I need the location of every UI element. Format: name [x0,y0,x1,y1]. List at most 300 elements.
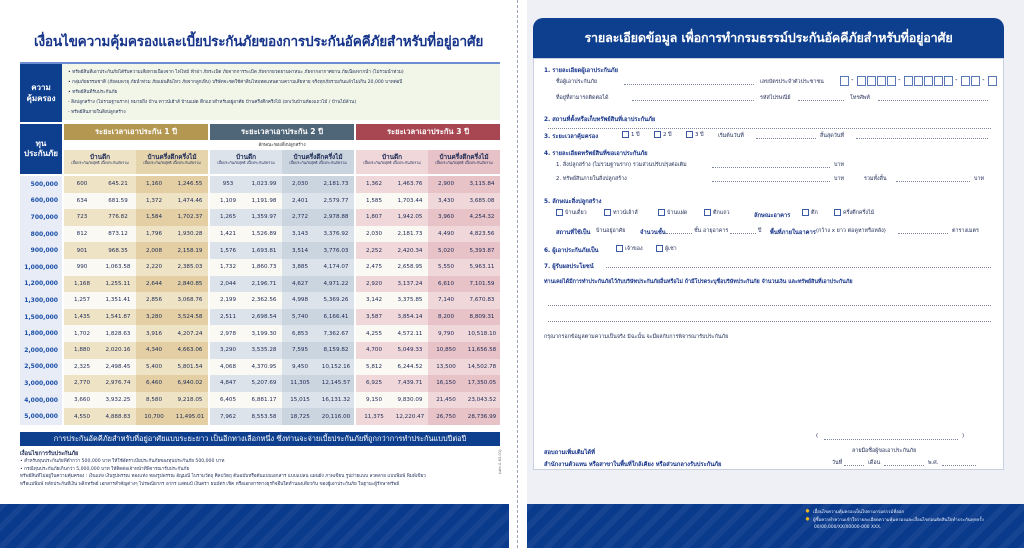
total-premium-cell: 1,942.05 [392,209,428,226]
floor-area-field[interactable] [898,233,948,234]
long-term-banner: การประกันอัคคีภัยสำหรับที่อยู่อาศัยแบบระยะยาว เป็นอีกทางเลือกหนึ่ง ซึ่งท่านจะจ่ายเบี้ยประกันภัยที่ถูกกว่าการทำประกันแบบปีต่อปี [20,432,500,446]
net-premium-cell: 4,255 [356,325,392,342]
net-premium-cell: 2,030 [356,226,392,243]
conditions-section [20,450,502,488]
insured-owner[interactable] [616,245,643,253]
section-3-title: 3. ระยะเวลาคุ้มครอง [544,134,599,140]
net-premium-cell: 10,700 [136,408,172,425]
house-type-detached[interactable] [556,209,587,217]
net-premium-cell: 2,044 [210,276,246,293]
star-icon: ✸ [805,516,811,523]
checkbox[interactable] [802,209,809,216]
total-premium-cell: 9,830.09 [392,392,428,409]
building-type-label: บ้านครึ่งตึกครึ่งไม้ [147,153,197,161]
total-premium-cell: 2,196.71 [246,276,282,293]
premium-subheader [356,161,428,166]
id-digit-box[interactable] [988,76,997,86]
period-option-2[interactable] [654,131,672,139]
total-premium-cell: 2,976.74 [100,375,136,392]
net-premium-cell: 6,405 [210,392,246,409]
sum-insured-cell: 2,000,000 [20,342,62,359]
net-premium-cell: 4,068 [210,359,246,376]
total-premium-cell: 3,776.03 [318,242,354,259]
year-field[interactable] [942,465,976,466]
net-premium-cell: 5,740 [282,309,318,326]
condition-line: • สำหรับทุนประกันภัยที่ต่ำกว่า 500,000 บาท ให้ใช้อัตราเบี้ยประกันภัยของทุนประกันภัย 500,000 บาท [20,459,225,464]
total-premium-cell: 1,526.89 [246,226,282,243]
id-digit-box[interactable] [924,76,933,86]
beneficiary-field[interactable] [606,267,991,268]
net-premium-cell: 8,200 [428,309,464,326]
total-premium-cell: 3,115.84 [464,176,500,193]
net-premium-cell: 3,660 [64,392,100,409]
net-premium-label: เบี้ยประกันภัยสุทธิ [289,161,318,165]
total-premium-cell: 14,502.78 [464,359,500,376]
total-premium-cell: 3,068.76 [172,292,208,309]
phone-label: โทรศัพท์ [850,95,870,101]
structure-brick[interactable] [802,209,818,217]
net-premium-cell: 5,020 [428,242,464,259]
total-premium-cell: 12,145.57 [318,375,354,392]
signature-name-field[interactable] [824,439,958,440]
table-row [20,309,500,326]
net-premium-cell: 1,109 [210,193,246,210]
sum-insured-cell: 1,000,000 [20,259,62,276]
net-premium-cell: 3,143 [282,226,318,243]
checkbox[interactable] [654,131,661,138]
building-type-label: บ้านตึก [235,153,257,161]
total-premium-label: เบี้ยประกันภัยรวม [318,161,347,165]
total-premium-cell: 1,860.73 [246,259,282,276]
total-premium-cell: 3,854.14 [392,309,428,326]
net-premium-cell: 1,265 [210,209,246,226]
coverage-label-line1: ความ [31,83,51,92]
checkbox[interactable] [622,131,629,138]
table-row [20,242,500,259]
net-premium-cell: 6,853 [282,325,318,342]
structure-half-wood[interactable] [834,209,874,217]
net-premium-cell: 1,160 [136,176,172,193]
net-premium-cell: 2,772 [282,209,318,226]
net-premium-cell: 4,627 [282,276,318,293]
baht-unit: บาท [834,176,845,182]
net-premium-label: เบี้ยประกันภัยสุทธิ [435,161,464,165]
coverage-line: • ทรัพย์สินที่เอาประกันภัยได้รับความเสียหายเนื่องจาก ไฟไหม้ ฟ้าผ่า ภัยระเบิด ภัยจากการระเบิด ภัยจากยวดยานพาหนะ ภัยจากอากาศยาน ภัยเนื่องจากน้ำ (ไม่รวมน้ำท่วม) [68,70,404,75]
table-row [20,193,500,210]
table-row [20,292,500,309]
postcode-label: รหัสไปรษณีย์ [760,95,791,101]
net-premium-cell: 3,960 [428,209,464,226]
document-code: (ฝศก.0-63-01) [498,449,502,474]
total-premium-cell: 1,703.44 [392,193,428,210]
net-premium-cell: 2,008 [136,242,172,259]
table-row [20,375,500,392]
net-premium-label: เบี้ยประกันภัยสุทธิ [71,161,100,165]
section-5-title: 5. ลักษณะสิ่งปลูกสร้าง [544,199,602,205]
id-digit-box[interactable] [857,76,866,86]
net-premium-cell: 1,168 [64,276,100,293]
total-premium-cell: 968.35 [100,242,136,259]
period-option-label: 2 ปี [663,132,672,138]
checkbox[interactable] [704,209,711,216]
year-unit: ปี [758,228,762,234]
total-premium-cell: 6,244.52 [392,359,428,376]
total-premium-cell: 5,801.54 [172,359,208,376]
house-type-label: บ้านเดี่ยว [565,210,587,216]
net-premium-cell: 1,435 [64,309,100,326]
bottom-band-left [0,504,509,548]
building-age-label: ชั้น อายุอาคาร [694,228,729,234]
net-premium-cell: 9,150 [356,392,392,409]
net-premium-cell: 3,290 [210,342,246,359]
section-4-title: 4. รายละเอียดทรัพย์สินที่ขอเอาประกันภัย [544,151,648,157]
declaration-text: กรุณากรอกข้อมูลตามความเป็นจริง มิฉะนั้น จะมีผลกับการพิจารณารับประกันภัย [544,334,729,340]
net-premium-cell: 8,580 [136,392,172,409]
start-date-field[interactable] [756,138,816,139]
id-separator: - [982,76,985,84]
net-premium-cell: 2,856 [136,292,172,309]
net-premium-cell: 1,362 [356,176,392,193]
net-premium-cell: 2,252 [356,242,392,259]
table-row [20,408,500,425]
id-digit-box[interactable] [840,76,849,86]
net-premium-cell: 2,978 [210,325,246,342]
building-item-label: 1. สิ่งปลูกสร้าง (ไม่รวมฐานราก) รวมส่วนปรับปรุงต่อเติม [556,162,687,168]
id-digit-box[interactable] [971,76,980,86]
id-digit-box[interactable] [904,76,913,86]
table-row [20,392,500,409]
building-amount-field[interactable] [712,167,830,168]
net-premium-label: เบี้ยประกันภัยสุทธิ [143,161,172,165]
building-type-label: บ้านตึก [89,153,111,161]
total-amount-field[interactable] [896,181,970,182]
coverage-line: • กลุ่มภัยธรรมชาติ (ภัยลมพายุ ภัยน้ำท่วม ภัยแผ่นดินไหว ภัยจากลูกเห็บ) บริษัทจะชดใช้ค่าสินไหมทดแทนตามความเสียหาย จริงทุกภัยรวมกันแล้วไม่เกิน 20,000 บาทต่อปี [68,80,403,85]
total-premium-cell: 1,063.58 [100,259,136,276]
phone-field[interactable] [878,100,988,101]
net-premium-cell: 5,812 [356,359,392,376]
sum-insured-cell: 600,000 [20,193,62,210]
net-premium-cell: 5,400 [136,359,172,376]
total-premium-cell: 3,685.08 [464,193,500,210]
address-field[interactable] [632,100,754,101]
id-digit-box[interactable] [867,76,876,86]
insured-name-label: ชื่อผู้เอาประกันภัย [556,79,598,85]
usage-label: สถานที่ใช้เป็น [556,230,591,236]
other-insurance-field-1[interactable] [548,305,991,306]
floor-area-label: พื้นที่ภายในอาคาร [770,230,816,236]
form-title: รายละเอียดข้อมูล เพื่อการทำกรมธรรม์ประกันอัคคีภัยสำหรับที่อยู่อาศัย [533,18,1004,58]
month-field[interactable] [884,465,924,466]
building-structure-label: ลักษณะอาคาร [754,213,791,219]
net-premium-cell: 3,280 [136,309,172,326]
insured-name-field[interactable] [624,84,754,85]
inquiry-text: สำนักงานตัวแทน หรือสาขาในพื้นที่ใกล้เคียง หรือส่วนกลางรับประกันภัย [544,462,722,468]
total-premium-cell: 4,663.06 [172,342,208,359]
sum-insured-cell: 1,300,000 [20,292,62,309]
end-date-field[interactable] [856,138,988,139]
coverage-line: - ทรัพย์สินภายในสิ่งปลูกสร้าง [68,110,126,115]
net-premium-cell: 4,998 [282,292,318,309]
net-premium-cell: 2,199 [210,292,246,309]
location-field[interactable] [548,128,991,129]
net-premium-cell: 3,885 [282,259,318,276]
period-option-1[interactable] [622,131,640,139]
total-premium-cell: 681.59 [100,193,136,210]
net-premium-cell: 11,305 [282,375,318,392]
total-premium-label: เบี้ยประกันภัยรวม [172,161,201,165]
net-premium-cell: 2,900 [428,176,464,193]
net-premium-cell: 4,847 [210,375,246,392]
address-label: ที่อยู่ที่สามารถติดต่อได้ [556,95,609,101]
building-type-label: บ้านตึก [381,153,403,161]
section-1-title: 1. รายละเอียดผู้เอาประกันภัย [544,68,619,74]
table-row [20,325,500,342]
net-premium-cell: 4,550 [64,408,100,425]
house-type-label: ตึกแถว [713,210,730,216]
period-option-label: 1 ปี [631,132,640,138]
perforation-line [517,0,518,548]
net-premium-cell: 18,725 [282,408,318,425]
checkbox[interactable] [834,209,841,216]
net-premium-cell: 4,700 [356,342,392,359]
net-premium-cell: 6,925 [356,375,392,392]
building-type-header [356,150,428,174]
section-6-title: 6. ผู้เอาประกันภัยเป็น [544,248,599,254]
total-premium-cell: 6,881.17 [246,392,282,409]
total-premium-cell: 2,658.95 [392,259,428,276]
total-premium-cell: 2,840.85 [172,276,208,293]
footer-note-text: 00/00,000/XX/X0000-000 XXX. [814,525,882,530]
contents-amount-field[interactable] [712,181,830,182]
footer-note-text: ผู้ซื้อควรทำความเข้าใจรายละเอียดความคุ้มครองและเงื่อนไขก่อนตัดสินใจทำประกันทุกครั้ง [813,518,984,523]
id-digit-box[interactable] [877,76,886,86]
net-premium-cell: 15,015 [282,392,318,409]
total-premium-cell: 1,702.37 [172,209,208,226]
building-age-field[interactable] [730,233,756,234]
total-premium-cell: 2,020.16 [100,342,136,359]
signature-caption: ลายมือชื่อผู้ขอเอาประกันภัย [852,448,917,454]
year-header-2: ระยะเวลาเอาประกัน 2 ปี [210,124,354,140]
date-label: วันที่ [832,460,843,466]
year-header-3: ระยะเวลาเอาประกัน 3 ปี [356,124,500,140]
net-premium-cell: 2,030 [282,176,318,193]
net-premium-cell: 2,401 [282,193,318,210]
house-type-shophouse[interactable] [704,209,730,217]
total-premium-cell: 2,181.73 [318,176,354,193]
year-note: ลักษณะของสิ่งปลูกสร้าง [258,142,306,148]
total-premium-cell: 2,385.03 [172,259,208,276]
building-type-label: บ้านครึ่งตึกครึ่งไม้ [293,153,343,161]
id-digit-box[interactable] [887,76,896,86]
section-2-title: 2. สถานที่ตั้งหรือเก็บทรัพย์สินที่เอาประกันภัย [544,117,656,123]
total-premium-cell: 645.21 [100,176,136,193]
checkbox[interactable] [556,209,563,216]
total-premium-label: เบี้ยประกันภัยรวม [246,161,275,165]
total-premium-cell: 7,101.59 [464,276,500,293]
start-date-label: เริ่มต้นวันที่ [718,133,744,139]
net-premium-cell: 5,550 [428,259,464,276]
building-type-label: บ้านครึ่งตึกครึ่งไม้ [439,153,489,161]
total-premium-cell: 3,376.92 [318,226,354,243]
condition-line: • กรณีทุนประกันภัยเกินกว่า 5,000,000 บาท ให้ติดต่อเจ้าหน้าที่พิจารณารับประกันภัย [20,466,190,472]
net-premium-cell: 990 [64,259,100,276]
total-premium-cell: 8,553.58 [246,408,282,425]
premium-subheader [136,161,208,166]
id-card-label: เลขบัตรประจำตัวประชาชน [760,79,824,85]
net-premium-cell: 634 [64,193,100,210]
footer-note [805,508,1020,516]
house-type-label: บ้านแฝด [667,210,688,216]
condition-line: ทรัพย์สินที่ไม่อยู่ในความคุ้มครอง : เงินแท่ง เงินรูปพรรณ ทองแท่ง ทองรูปพรรณ อัญมณี ไบรามวัตถุ ศิลปวัตถุ ต้นฉบับหรือต้นแบบเอกสาร แบบแปลน แผนผัง ภาพเขียน รูปถ่ายแบบ ลวดลาย แบบพิมพ์ พิมพ์เขียว [20,474,426,479]
sum-insured-header-line1: ทุน [35,139,47,148]
total-premium-cell: 3,375.85 [392,292,428,309]
net-premium-cell: 13,500 [428,359,464,376]
total-premium-cell: 12,220.47 [392,408,428,425]
table-row [20,359,500,376]
total-premium-cell: 2,420.34 [392,242,428,259]
building-type-header [282,150,354,174]
total-premium-cell: 10,518.10 [464,325,500,342]
period-option-3[interactable] [686,131,704,139]
net-premium-cell: 3,514 [282,242,318,259]
total-premium-cell: 7,439.71 [392,375,428,392]
total-premium-cell: 4,254.32 [464,209,500,226]
total-premium-cell: 16,131.32 [318,392,354,409]
sum-insured-cell: 1,800,000 [20,325,62,342]
coverage-section [20,62,500,120]
net-premium-cell: 1,796 [136,226,172,243]
total-premium-cell: 4,572.11 [392,325,428,342]
net-premium-cell: 1,257 [64,292,100,309]
postcode-field[interactable] [798,100,844,101]
total-premium-cell: 1,930.28 [172,226,208,243]
total-premium-label: เบี้ยประกันภัยรวม [392,161,421,165]
inquiry-title: สอบถามเพิ่มเติมได้ที่ [544,450,595,456]
total-premium-cell: 28,736.99 [464,408,500,425]
insured-role-label: เจ้าของ [625,246,643,252]
section-7-title: 7. ผู้รับผลประโยชน์ [544,264,594,270]
total-premium-cell: 2,498.45 [100,359,136,376]
total-premium-cell: 3,524.58 [172,309,208,326]
net-premium-cell: 7,962 [210,408,246,425]
net-premium-cell: 2,220 [136,259,172,276]
checkbox[interactable] [686,131,693,138]
total-premium-label: เบี้ยประกันภัยรวม [100,161,129,165]
net-premium-cell: 4,490 [428,226,464,243]
total-premium-cell: 17,350.05 [464,375,500,392]
total-premium-cell: 9,218.05 [172,392,208,409]
net-premium-cell: 1,880 [64,342,100,359]
year-label: พ.ศ. [928,460,939,466]
net-premium-cell: 2,770 [64,375,100,392]
id-digit-box[interactable] [934,76,943,86]
structure-label: ตึก [811,210,818,216]
sum-insured-cell: 4,000,000 [20,392,62,409]
total-premium-cell: 4,174.07 [318,259,354,276]
checkbox[interactable] [616,245,623,252]
sum-insured-header [20,124,62,174]
sum-insured-cell: 500,000 [20,176,62,193]
net-premium-cell: 26,750 [428,408,464,425]
checkbox[interactable] [656,245,663,252]
total-premium-cell: 873.12 [100,226,136,243]
premium-subheader [64,161,136,166]
end-date-label: สิ้นสุดวันที่ [820,133,845,139]
sum-insured-cell: 3,000,000 [20,375,62,392]
total-premium-cell: 5,049.33 [392,342,428,359]
period-option-label: 3 ปี [695,132,704,138]
house-type-townhouse[interactable] [604,209,638,217]
conditions-title: เงื่อนไขการรับประกันภัย [20,451,79,457]
total-premium-cell: 4,207.24 [172,325,208,342]
total-premium-cell: 4,888.83 [100,408,136,425]
net-premium-cell: 1,807 [356,209,392,226]
checkbox[interactable] [604,209,611,216]
total-premium-cell: 10,152.16 [318,359,354,376]
id-separator: - [955,76,958,84]
building-type-header [136,150,208,174]
id-digit-box[interactable] [914,76,923,86]
insured-tenant[interactable] [656,245,677,253]
sum-insured-cell: 900,000 [20,242,62,259]
total-premium-cell: 1,191.98 [246,193,282,210]
coverage-line: • ทรัพย์สินที่รับประกันภัย [68,90,118,95]
total-premium-cell: 5,963.11 [464,259,500,276]
net-premium-cell: 1,585 [356,193,392,210]
fold-strip [509,0,527,548]
other-insurance-question: ท่านเคยได้มีการทำประกันภัยไว้กับบริษัทประกันภัยอื่นหรือไม่ ถ้ามีโปรดระบุชื่อบริษัทประกันภัย จำนวนเงิน และทรัพย์สินที่เอาประกันภัย [544,279,853,285]
condition-line: หรือแม่พิมพ์ หลักประกันที่เงิน พลิกทรัพย์ เอกสารสำคัญต่างๆ ไปรษณียากร อากร แสตมป์ เงินตรา ธนบัตร เช็ค หรือเอกสารทางธุรกิจอื่นใดทำนองเดียวกัน ของผู้เอาประกันภัย ในฐานะผู้รักษาทรัพย์ [20,481,400,487]
net-premium-cell: 6,610 [428,276,464,293]
total-premium-cell: 2,158.19 [172,242,208,259]
total-premium-cell: 1,023.99 [246,176,282,193]
net-premium-cell: 10,850 [428,342,464,359]
house-type-twin[interactable] [658,209,687,217]
checkbox[interactable] [658,209,665,216]
usage-value: บ้านอยู่อาศัย [596,228,626,234]
id-digit-box[interactable] [961,76,970,86]
net-premium-cell: 1,421 [210,226,246,243]
net-premium-cell: 9,790 [428,325,464,342]
net-premium-cell: 3,430 [428,193,464,210]
premium-subheader [210,161,282,166]
baht-unit: บาท [834,162,845,168]
total-premium-cell: 11,495.01 [172,408,208,425]
floors-field[interactable] [666,233,692,234]
table-row [20,209,500,226]
insured-role-label: ผู้เช่า [665,246,677,252]
total-premium-cell: 1,255.11 [100,276,136,293]
other-insurance-field-2[interactable] [548,321,991,322]
total-premium-cell: 1,246.55 [172,176,208,193]
contents-item-label: 2. ทรัพย์สินภายในสิ่งปลูกสร้าง [556,176,627,182]
net-premium-label: เบี้ยประกันภัยสุทธิ [363,161,392,165]
building-type-header [428,150,500,174]
net-premium-cell: 2,644 [136,276,172,293]
net-premium-cell: 21,450 [428,392,464,409]
sum-insured-cell: 2,500,000 [20,359,62,376]
footer-note [805,516,1020,524]
total-premium-cell: 3,932.25 [100,392,136,409]
total-premium-cell: 2,579.77 [318,193,354,210]
total-premium-label: เบี้ยประกันภัยรวม [464,161,493,165]
net-premium-cell: 1,702 [64,325,100,342]
id-digit-box[interactable] [944,76,953,86]
total-label: รวมทั้งสิ้น [864,176,887,182]
date-field[interactable] [844,465,864,466]
total-premium-cell: 6,166.41 [318,309,354,326]
net-premium-cell: 16,150 [428,375,464,392]
